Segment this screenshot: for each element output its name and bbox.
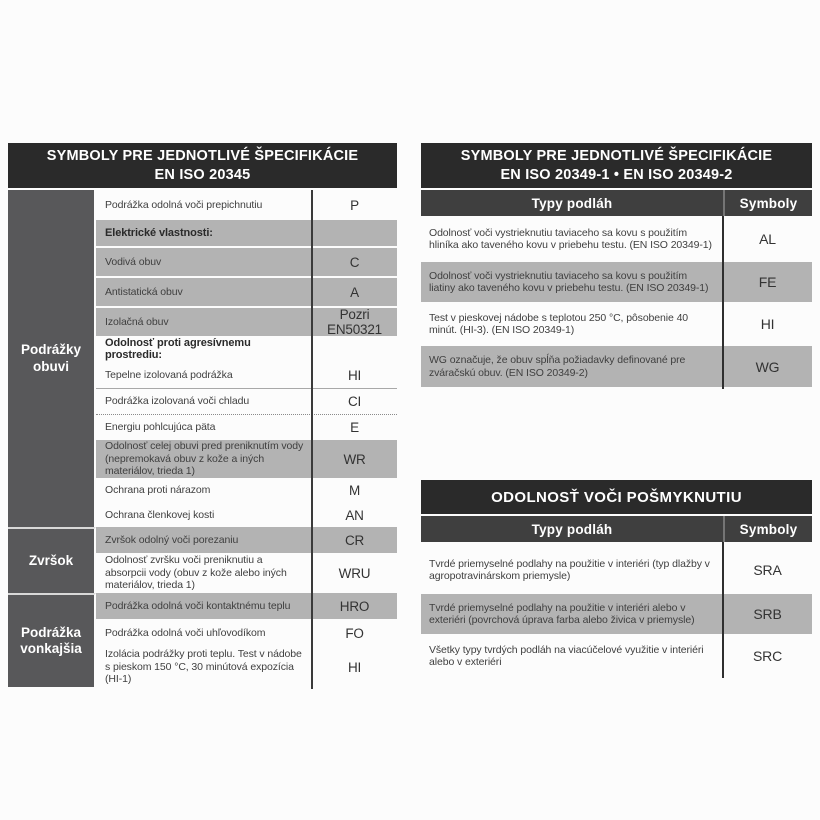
group-cell-zvrsok: Zvršok bbox=[8, 527, 96, 593]
spec-symbol: WG bbox=[723, 344, 812, 387]
spec-symbol: HI bbox=[723, 302, 812, 344]
spec-text: Podrážka odolná voči kontaktnému teplu bbox=[96, 593, 312, 619]
spec-text: Izolačná obuv bbox=[96, 306, 312, 336]
spec-text: Odolnosť zvršku voči preniknutiu a absorpcii vody (obuv z kože alebo iných materiálov, trieda 1) bbox=[105, 554, 287, 592]
spec-symbol: AL bbox=[723, 216, 812, 260]
table-title-line2: EN ISO 20349-1 • EN ISO 20349-2 bbox=[500, 167, 733, 183]
spec-symbol: P bbox=[350, 197, 359, 213]
spec-text: Podrážka odolná voči prepichnutiu bbox=[105, 198, 263, 211]
table-odolnost-voci-posmyknutiu bbox=[421, 480, 812, 678]
spec-symbol: SRA bbox=[723, 546, 812, 592]
group-cell-podrazky-obuvi: Podrážky obuvi bbox=[8, 190, 96, 527]
table-header bbox=[8, 143, 397, 188]
spec-text: WG označuje, že obuv spĺňa požiadavky definované pre zváračskú obuv. (EN ISO 20349-2) bbox=[421, 344, 723, 387]
table-title-line1: SYMBOLY PRE JEDNOTLIVÉ ŠPECIFIKÁCIE bbox=[46, 148, 359, 164]
spec-text: Vodivá obuv bbox=[96, 246, 312, 276]
spec-symbol: HI bbox=[347, 367, 362, 383]
spec-symbol: HRO bbox=[312, 593, 397, 619]
spec-symbol: FE bbox=[723, 260, 812, 302]
spec-text: Izolácia podrážky proti teplu. Test v nádobe s pieskom 150 °C, 30 minútová expozícia (HI-1) bbox=[105, 648, 302, 686]
spec-section-label: Odolnosť proti agresívnemu prostrediu: bbox=[105, 336, 251, 361]
table-subheader bbox=[421, 516, 812, 542]
column-divider bbox=[311, 190, 313, 689]
spec-text: Test v pieskovej nádobe s teplotou 250 °C, pôsobenie 40 minút. (HI-3). (EN ISO 20349-1) bbox=[421, 302, 723, 344]
spec-text: Tepelne izolovaná podrážka bbox=[105, 368, 233, 381]
column-header-symboly: Symboly bbox=[723, 190, 812, 216]
table-body bbox=[421, 546, 812, 676]
table-title-line1: SYMBOLY PRE JEDNOTLIVÉ ŠPECIFIKÁCIE bbox=[460, 148, 773, 164]
table-header bbox=[421, 480, 812, 514]
spec-text: Energiu pohlcujúca päta bbox=[96, 414, 312, 440]
spec-text: Všetky typy tvrdých podláh na viacúčelové využitie v interiéri alebo v exteriéri bbox=[421, 634, 723, 676]
spec-text: Odolnosť voči vystrieknutiu taviaceho sa kovu s použitím liatiny ako taveného kovu v priebehu testu. (EN ISO 20349-1) bbox=[421, 260, 723, 302]
column-header-symboly: Symboly bbox=[723, 516, 812, 542]
table-subheader bbox=[421, 190, 812, 216]
spec-section-label: Elektrické vlastnosti: bbox=[96, 220, 312, 246]
table-body bbox=[8, 190, 397, 687]
spec-symbol: FO bbox=[345, 625, 364, 641]
spec-text: Tvrdé priemyselné podlahy na použitie v interiéri (typ dlažby v agropotravinárskom priemysle) bbox=[421, 546, 723, 592]
table-title-line2: EN ISO 20345 bbox=[154, 167, 251, 183]
spec-symbol: HI bbox=[347, 659, 362, 675]
spec-symbol: Pozri EN50321 bbox=[312, 306, 397, 336]
spec-symbol: CI bbox=[312, 388, 397, 414]
spec-text: Podrážka izolovaná voči chladu bbox=[96, 388, 312, 414]
spec-text: Antistatická obuv bbox=[96, 276, 312, 306]
spec-text: Zvršok odolný voči porezaniu bbox=[96, 527, 312, 553]
spec-symbol: SRC bbox=[723, 634, 812, 676]
spec-text: Tvrdé priemyselné podlahy na použitie v interiéri alebo v exteriéri (povrchová úprava farba alebo živica v priemysle) bbox=[421, 592, 723, 634]
spec-symbol: E bbox=[312, 414, 397, 440]
spec-text: Odolnosť celej obuvi pred preniknutím vody (nepremokavá obuv z kože a iných materiálov, trieda 1) bbox=[96, 440, 312, 478]
spec-symbol: M bbox=[348, 483, 361, 498]
spec-symbol: WR bbox=[312, 440, 397, 478]
spec-symbol: SRB bbox=[723, 592, 812, 634]
table-en-iso-20345 bbox=[8, 143, 397, 689]
column-header-typy-podlah: Typy podláh bbox=[421, 516, 723, 542]
spec-text: Podrážka odolná voči uhľovodíkom bbox=[105, 626, 266, 639]
spec-symbol: C bbox=[312, 246, 397, 276]
column-divider bbox=[722, 216, 724, 389]
spec-symbol bbox=[312, 220, 397, 246]
column-divider bbox=[722, 542, 724, 678]
column-header-typy-podlah: Typy podláh bbox=[421, 190, 723, 216]
spec-symbol bbox=[312, 336, 397, 362]
table-body bbox=[421, 216, 812, 387]
spec-text: Ochrana členkovej kosti bbox=[105, 508, 215, 521]
spec-symbol: WRU bbox=[338, 565, 371, 581]
table-header bbox=[421, 143, 812, 188]
spec-symbol: AN bbox=[345, 507, 364, 523]
spec-symbol: CR bbox=[312, 527, 397, 553]
table-en-iso-20349 bbox=[421, 143, 812, 389]
group-cell-podrazka-vonkajsia: Podrážka vonkajšia bbox=[8, 593, 96, 687]
spec-text: Odolnosť voči vystrieknutiu taviaceho sa kovu s použitím hliníka ako taveného kovu v priebehu testu. (EN ISO 20349-1) bbox=[421, 216, 723, 260]
table-title: ODOLNOSŤ VOČI POŠMYKNUTIU bbox=[491, 488, 742, 506]
spec-symbol: A bbox=[312, 276, 397, 306]
spec-text: Ochrana proti nárazom bbox=[105, 484, 211, 497]
